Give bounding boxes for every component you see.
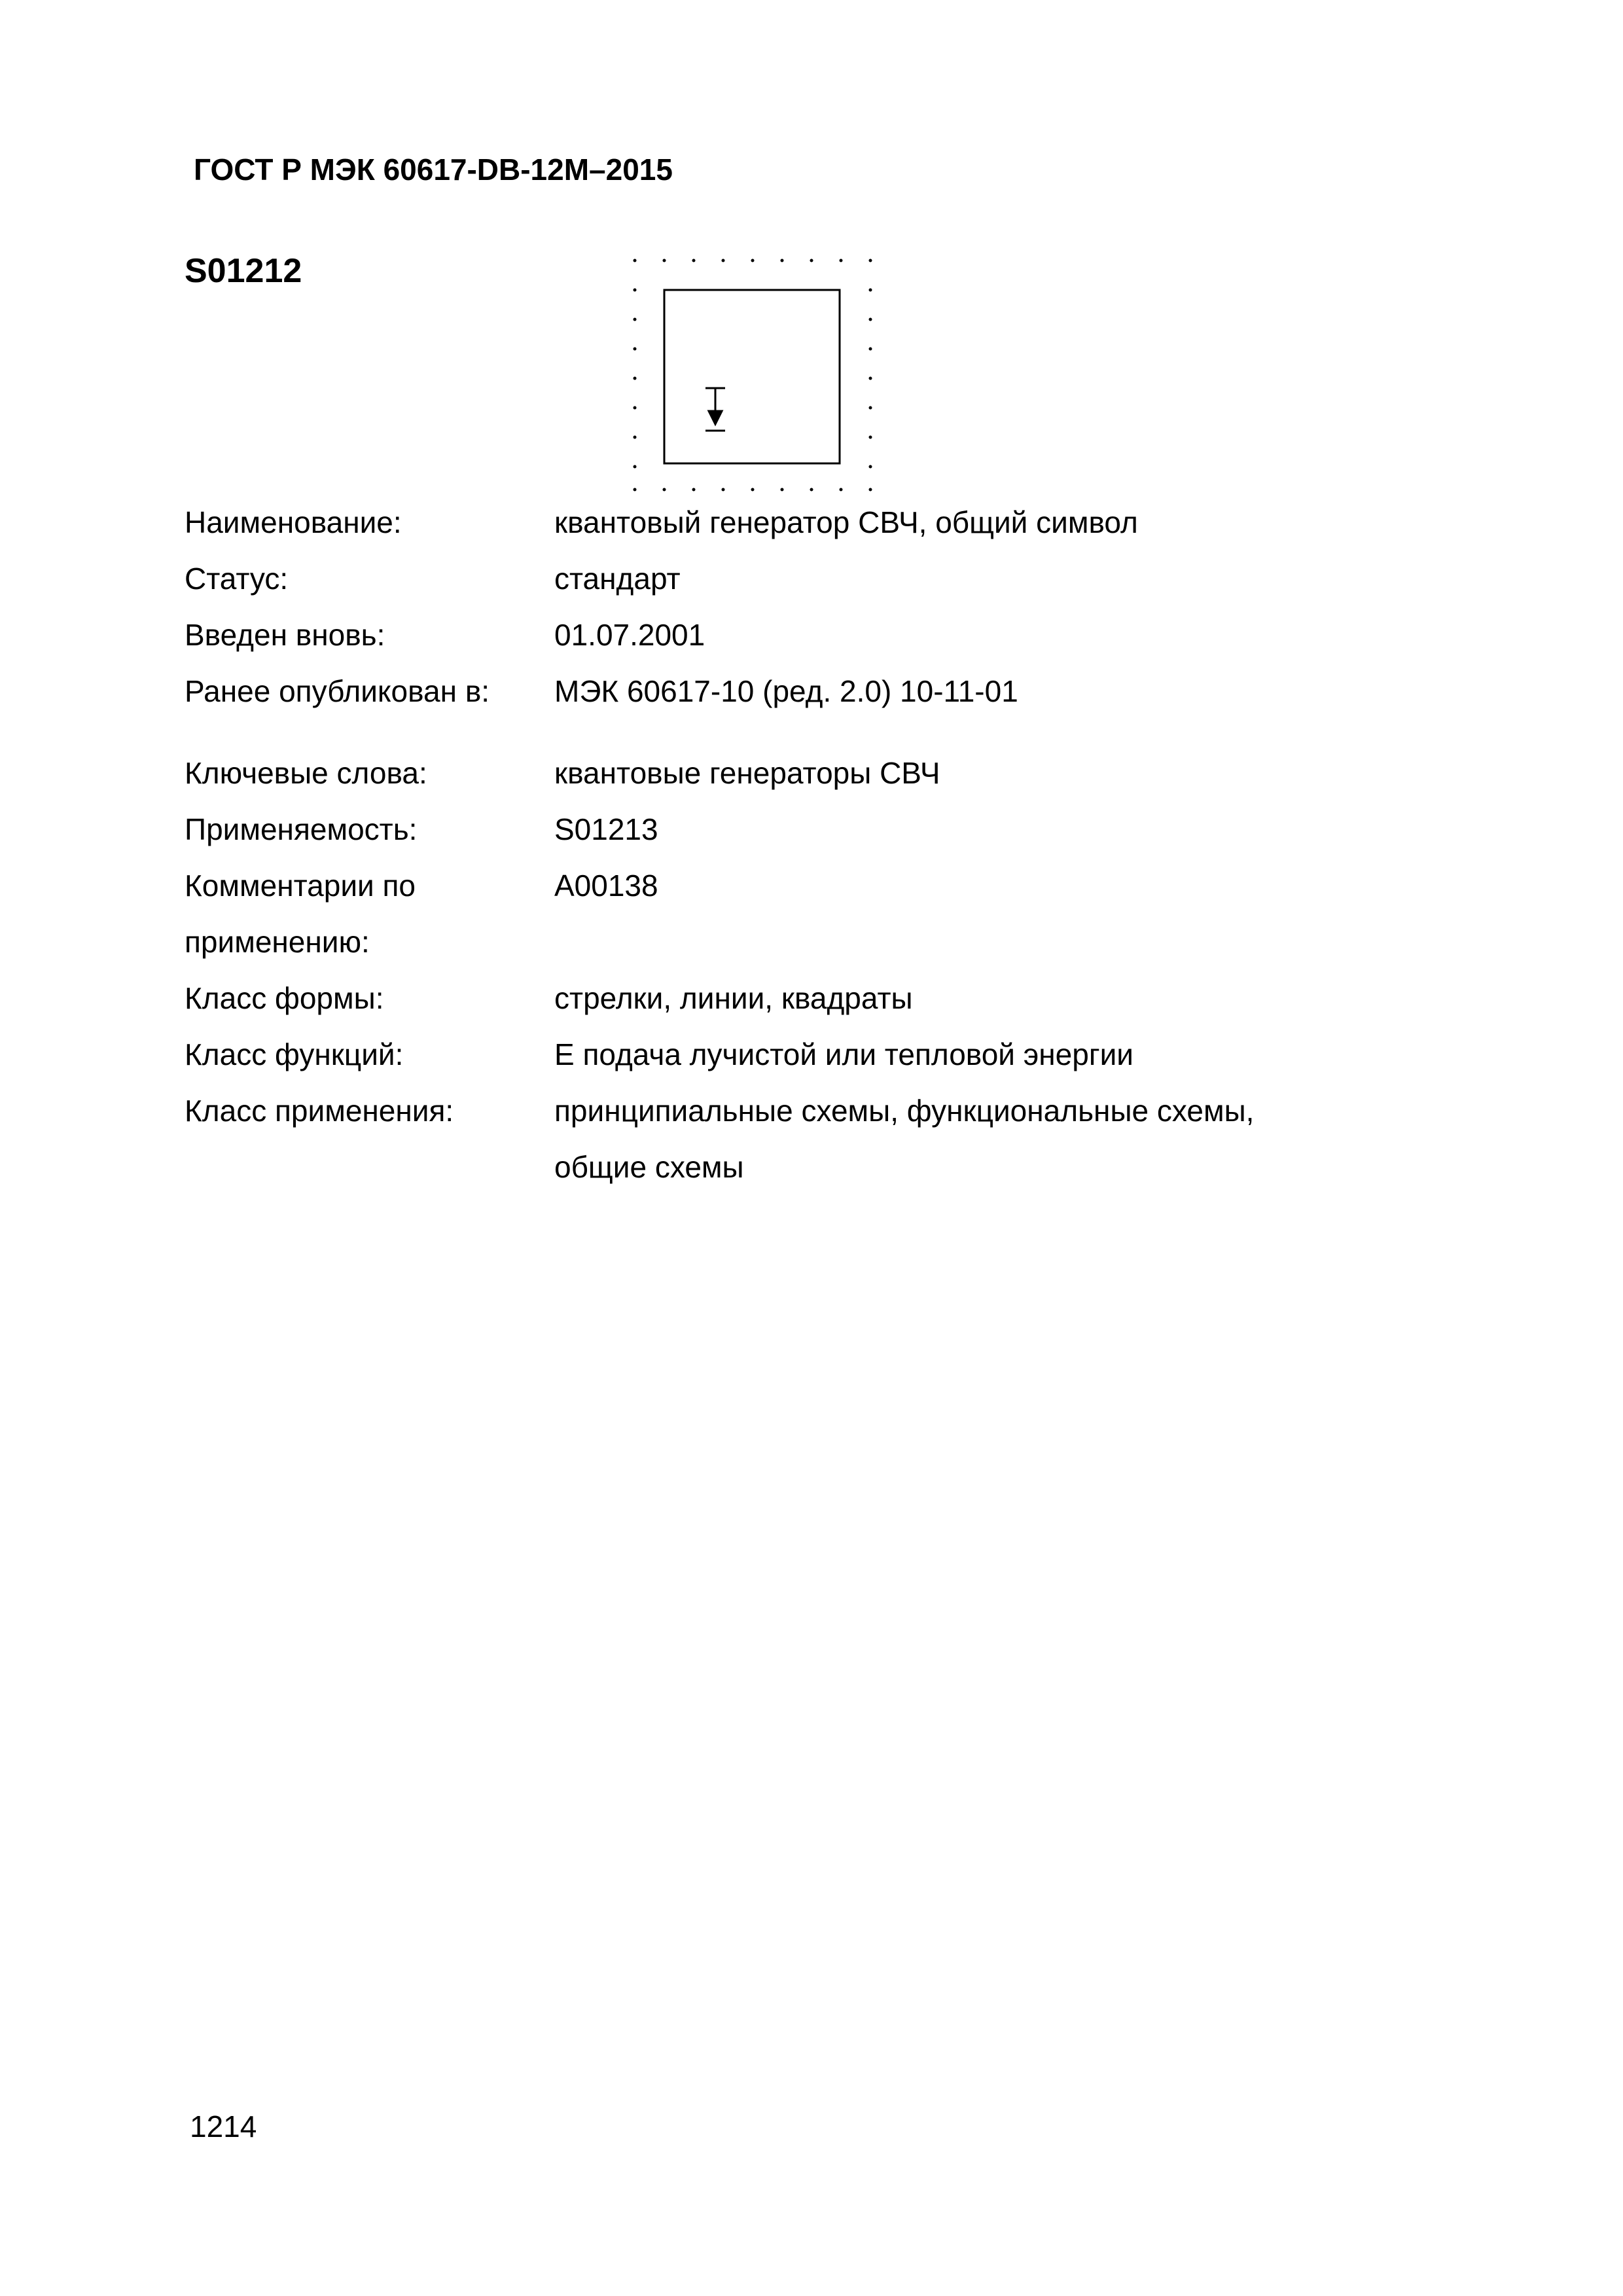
page-number: 1214 [190,2109,257,2144]
field-label: Наименование: [185,505,402,539]
quantum-generator-microwave-symbol-icon [622,254,883,496]
field-value: квантовые генераторы СВЧ [554,756,940,790]
field-value: стандарт [554,562,681,596]
field-label: Статус: [185,562,289,596]
field-value: S01213 [554,812,658,846]
field-value: стрелки, линии, квадраты [554,981,913,1015]
field-value: принципиальные схемы, функциональные схемы, [554,1094,1255,1128]
field-label: Ранее опубликован в: [185,674,490,708]
field-label: Ключевые слова: [185,756,427,790]
grid-dots [633,259,872,492]
field-value: квантовый генератор СВЧ, общий символ [554,505,1138,539]
symbol-figure [622,254,883,499]
energy-arrow [705,388,725,431]
symbol-square [664,290,840,463]
standard-title: ГОСТ Р МЭК 60617-DB-12M–2015 [194,152,673,187]
field-label: Введен вновь: [185,618,385,652]
field-label: Применяемость: [185,812,418,846]
field-value: МЭК 60617-10 (ред. 2.0) 10-11-01 [554,674,1018,708]
field-value: E подача лучистой или тепловой энергии [554,1037,1133,1071]
field-value: 01.07.2001 [554,618,705,652]
field-label: Класс функций: [185,1037,404,1071]
symbol-code: S01212 [185,252,302,290]
field-value: общие схемы [554,1150,744,1184]
field-label: применению: [185,925,370,959]
field-label: Комментарии по [185,869,416,903]
field-label: Класс формы: [185,981,384,1015]
field-label: Класс применения: [185,1094,454,1128]
field-value: A00138 [554,869,658,903]
